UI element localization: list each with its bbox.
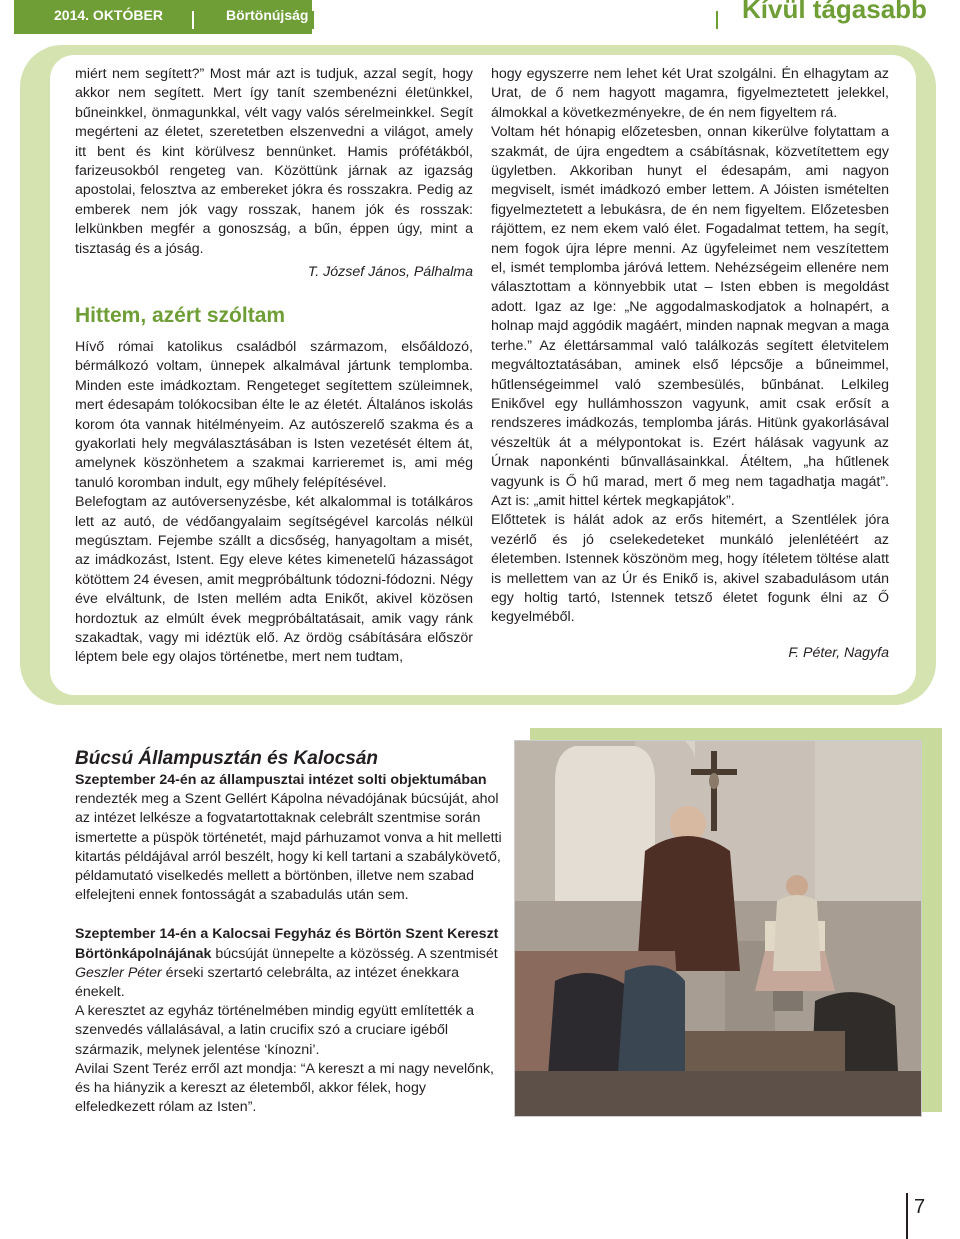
header-bar [14, 0, 312, 34]
paragraph-text: érseki szertartó celebrálta, az intézet énekkara énekelt. [75, 964, 460, 1001]
section-title: Kívül tágasabb [742, 0, 927, 24]
paragraph: Voltam hét hónapig előzetesben, onnan kikerülve folytattam a szakmát, de újra engedtem a csábításnak, közvetítettem egy ügyletben. Akkoriban hunyt el édesapám, ami nagyon megviselt, ismét imádkozó ember lettem. A Jóisten ismételten figyelmeztetett a lebukásra, de én nem figyeltem. Előzetesben rájöttem, ez nem ekem való élet. Fogadalmat tettem, ha segít, nem fogok újra lépre menni. Az ügyfeleimet nem veszítettem el, ismét templomba járóvá lettem. Nehézségeim ellenére nem választottam a könnyebbik utat – Isten ebben is megoldást adott. Igaz az Ige: „Ne aggodalmaskodjatok a holnapért, a holnap majd aggódik magáért, minden napnak megvan a maga terhe.” Az élettársammal való találkozás segített életvitelem megváltoztatásában, aminek első lépcsője a bűneimmel, hűtlenségeimmel való szembesülés, bűnbánat. Lelkileg Enikővel egy hullámhosszon vagyunk, amit csak erősít a rendszeres imádkozás, templomba járás. Hitünk gyakorlásával vészeltük át a mélypontokat is. Ezért hálásak vagyunk az Úrnak naponkénti bűnvallásainkkal. Átéltem, „ha hűtlenek vagyunk is Ő hű marad, mert ő meg nem tagadhatja magát”. Azt is: „amit hittel kértek megkapjátok”. [491, 124, 889, 509]
header-divider [192, 11, 194, 29]
article-column-right [491, 65, 889, 663]
chapel-mass-photo [514, 740, 922, 1117]
author-signature: F. Péter, Nagyfa [788, 644, 889, 661]
header-divider [312, 11, 314, 29]
paragraph: hogy egyszerre nem lehet két Urat szolgálni. Én elhagytam az Urat, de ő nem hagyott magamra, figyelmeztetett jelekkel, álmokkal a következményekre, de én nem figyeltem rá. [491, 66, 889, 121]
paragraph: Hívő római katolikus családból származom, elsőáldozó, bérmálkozó voltam, ünnepek alkalmával jártunk templomba. Minden este imádkoztam. Rengeteget segítettem szüleimnek, mert édesapám tolókocsiban élte le az életét. Általános iskolás korom óta vannak hitélményeim. Az autószerelő szakma és a gyakorlati hely megválasztásában is Isten vezetését éltem át, amelynek köszönhetem a szakmai karrieremet is, ami még tanuló koromban indult, egy műhely felépítésével. [75, 338, 473, 491]
paragraph-text: rendezték meg a Szent Gellért Kápolna névadójának búcsúját, ahol az intézet lelkésze a fogvatartottaknak celebrált szentmise során ismertette a püspök történetét, majd párhuzamot vonva a hit melletti kitartás példájával arról beszélt, hogy ki kell tartani a szabálykövető, példamutató viselkedés mellett a börtönben, illetve nem szabad elfelejteni ennek fontosságát a szabadulás után sem. [75, 791, 502, 904]
news-title: Búcsú Állampusztán és Kalocsán [75, 748, 379, 769]
paragraph: Előttetek is hálát adok az erős hitemért, a Szentlélek jóra vezérlő és jó cselekedeteket munkáló jelenlétéért az életemben. Istennek köszönöm meg, hogy ítéletem töltése alatt is mellettem van az Úr és Enikő is, akivel szabadulásom után egy holtig tartó, Istennek tetsző életet fogunk élni az Ő kegyelméből. [491, 512, 889, 626]
article-column-left [75, 65, 473, 668]
paragraph [75, 771, 507, 905]
author-signature: T. József János, Pálhalma [307, 264, 473, 281]
page-number-divider [906, 1193, 908, 1239]
news-article [75, 748, 507, 1117]
paragraph: A keresztet az egyház történelmében mindig együtt említették a szenvedés vállalásával, a latin crucifix szó a cruciare igéből származik, melynek jelentése ‘kínozni’. [75, 1003, 475, 1058]
bold-lead: Szeptember 14-én a Kalocsai Fegyház és Börtön Szent Kereszt Börtönkápolnájának [75, 926, 499, 962]
person-name: Geszler Péter [75, 964, 162, 981]
magazine-name: Börtönújság [226, 7, 309, 23]
paragraph: Belefogtam az autóversenyzésbe, két alkalommal is totálkáros lett az autó, de védőangyalaim segítségével karcolás nélkül megúsztam. Fejembe szállt a dicsőség, hanyagoltam a misét, az imádkozást, Istent. Egy eleve kétes kimenetelű házasságot kötöttem 24 évesen, amit megpróbáltunk tódozni-fódozni. Négy éve elváltunk, de Isten mellém adta Enikőt, akivel közösen hordoztuk az elmúlt évek megpróbáltatásait, amik vagy ránk szakadtak, vagy mi idéztük elő. Az ördög csábítására először léptem bele egy olajos történetbe, mert nem tudtam, [75, 494, 473, 666]
page-number: 7 [914, 1196, 926, 1218]
issue-date: 2014. OKTÓBER [54, 7, 163, 23]
bold-lead: Szeptember 24-én az állampusztai intézet solti objektumában [75, 772, 487, 788]
paragraph: Avilai Szent Teréz erről azt mondja: “A kereszt a mi nagy nevelőnk, és ha hiányzik a kereszt az életemből, akkor félek, hogy elfeledkezett rólam az Isten”. [75, 1060, 494, 1116]
paragraph-text: búcsúját ünnepelte a közösség. A szentmisét [211, 945, 498, 962]
paragraph: miért nem segített?” Most már azt is tudjuk, azzal segít, hogy akkor nem segített. Mert így tanít szembenézni életünkkel, bűneinkkel, önmagunkkal, vélt vagy valós sérelmeinkkel. Segít megérteni az életet, szeretetben elszenvedni a világot, amely itt bent és kint körülvesz bennünket. Hamis prófétákból, farizeusokból rengeteg van. Közöttünk járnak az igazság apostolai, felosztva az embereket jókra és rosszakra. Pedig az emberek nem jók vagy rosszak, hanem jók és rosszak: lelkünkben megfér a gonoszság, a bűn, éppen úgy, mint a tisztaság és a jóság. [75, 66, 473, 257]
article-heading: Hittem, azért szóltam [75, 304, 286, 328]
paragraph [75, 925, 507, 1002]
header-divider [716, 11, 718, 29]
photo-illustration [515, 741, 921, 1116]
